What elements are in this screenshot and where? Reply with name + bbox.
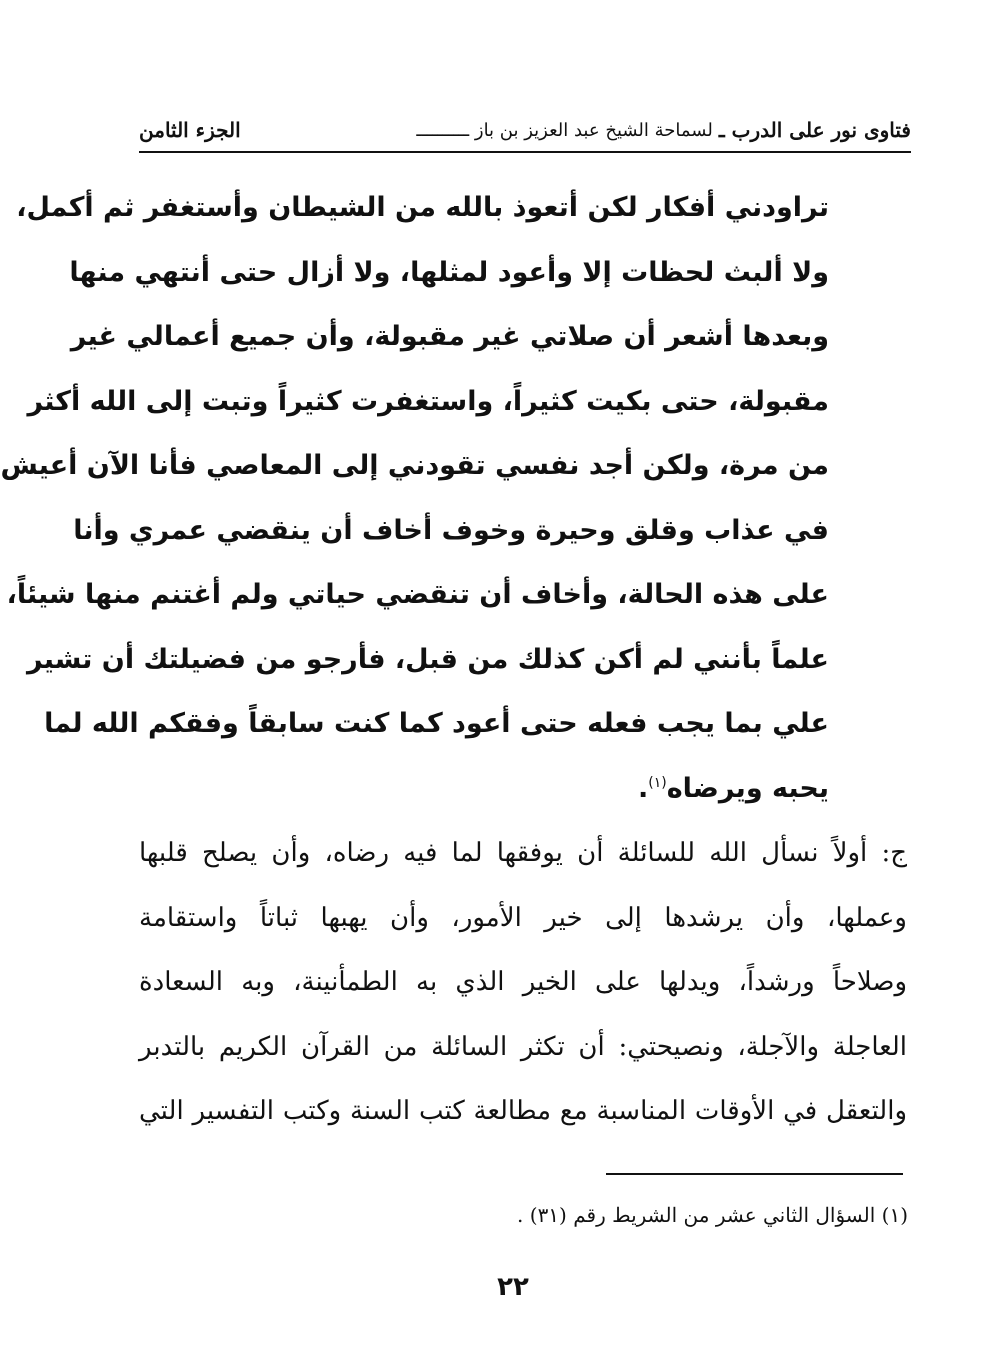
question-line: تراودني أفكار لكن أتعوذ بالله من الشيطان وأستغفر ثم أكمل، (16, 192, 829, 223)
answer-line: وعملها، وأن يرشدها إلى خير الأمور، وأن يهبها ثباتاً واستقامة (139, 902, 907, 933)
question-end-punctuation: . (637, 772, 649, 804)
question-line: على هذه الحالة، وأخاف أن تنقضي حياتي ولم أغتنم منها شيئاً، (6, 579, 829, 610)
question-line: من مرة، ولكن أجد نفسي تقودني إلى المعاصي فأنا الآن أعيش (0, 450, 829, 481)
question-line: مقبولة، حتى بكيت كثيراً، واستغفرت كثيراً وتبت إلى الله أكثر (27, 385, 829, 417)
footnote-reference: (١) (648, 774, 667, 791)
running-header-part: الجزء الثامن (139, 118, 241, 142)
answer-line: والتعقل في الأوقات المناسبة مع مطالعة كتب السنة وكتب التفسير التي (139, 1096, 907, 1126)
answer-text (139, 821, 907, 1144)
answer-line: وصلاحاً ورشداً، ويدلها على الخير الذي به الطمأنينة، وبه السعادة (139, 967, 907, 997)
question-line: علماً بأنني لم أكن كذلك من قبل، فأرجو من فضيلتك أن تشير (26, 643, 829, 675)
header-rule (139, 151, 911, 153)
running-header-author: لسماحة الشيخ عبد العزيز بن باز ــــــــــ (416, 119, 713, 141)
question-last-line-text: يحبه ويرضاه (666, 772, 829, 804)
question-line: في عذاب وقلق وحيرة وخوف أخاف أن ينقضي عمري وأنا (73, 514, 829, 546)
footnote: (١) السؤال الثاني عشر من الشريط رقم (٣١) . (517, 1203, 908, 1227)
question-line: ولا ألبث لحظات إلا وأعود لمثلها، ولا أزال حتى أنتهي منها (69, 256, 829, 288)
question-text (0, 176, 829, 821)
question-line: علي بما يجب فعله حتى أعود كما كنت سابقاً وفقكم الله لما (44, 708, 829, 739)
running-header-title-group (416, 118, 911, 142)
running-header-book-title: فتاوى نور على الدرب ـ (718, 118, 911, 142)
answer-line: العاجلة والآجلة، ونصيحتي: أن تكثر السائلة من القرآن الكريم بالتدبر (139, 1031, 907, 1062)
question-last-line (139, 757, 829, 822)
page-number: ٢٢ (497, 1272, 529, 1302)
answer-line: ج: أولاً نسأل الله للسائلة أن يوفقها لما فيه رضاه، وأن يصلح قلبها (139, 838, 907, 868)
running-header (139, 112, 911, 148)
question-line: وبعدها أشعر أن صلاتي غير مقبولة، وأن جميع أعمالي غير (70, 321, 829, 352)
footnote-rule (606, 1173, 903, 1175)
